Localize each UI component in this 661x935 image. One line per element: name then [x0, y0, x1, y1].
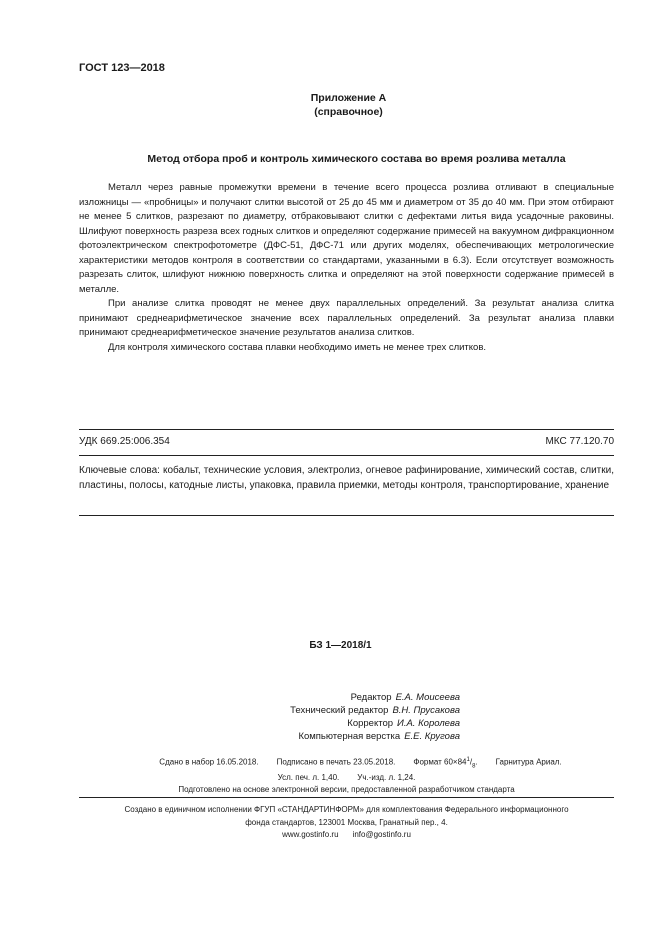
divider-top — [79, 429, 614, 430]
bz-number: БЗ 1—2018/1 — [309, 640, 372, 651]
publication-info — [79, 754, 614, 796]
credit-tech-editor: Технический редактор В.Н. Прусакова — [290, 705, 460, 716]
paragraph: При анализе слитка проводят не менее двух параллельных определений. За результат анализа слитка принимают среднеарифметическое значение всех параллельных определений. За результат анализа плавки принимают среднеарифметическое значение результатов анализа слитков. — [79, 298, 614, 338]
paragraph: Металл через равные промежутки времени в течение всего процесса розлива отливают в специальные изложницы — «пробницы» и получают слитки высотой от 25 до 45 мм и диаметром от 35 до 40 мм. При этом отбирают не менее 5 слитков, разрезают по диаметру, отбраковывают слитки с дефектами литья вида усадочные раковины. Шлифуют поверхность разреза всех годных слитков и определяют содержание примесей на вакуумном дифракционном фотоэлектрическом спектрофотометре (ДФС-51, ДФС-71 или других моделях, обеспечивающих метрологические характеристики методов контроля в соответствии со стандартами, указанными в 6.3). Если отсутствует возможность разрезать слиток, шлифуют нижнюю поверхность слитка и определяют на этой поверхности содержание примесей в металле. — [79, 182, 614, 295]
divider-bottom — [79, 515, 614, 516]
pubinfo-row: Сдано в набор 16.05.2018. Подписано в печать 23.05.2018. Формат $60\times 84^1/_8$. Гарнитура Ариал. — [159, 757, 562, 770]
email-link[interactable]: info@gostinfo.ru — [352, 830, 411, 839]
credit-layout: Компьютерная верстка Е.Е. Кругова — [298, 731, 460, 742]
udk-code: УДК 669.25:006.354 — [79, 436, 170, 447]
divider-footer — [79, 797, 614, 798]
credit-editor: Редактор Е.А. Моисеева — [350, 692, 460, 703]
pubinfo-prepared: Подготовлено на основе электронной версии, предоставленной разработчиком стандарта — [178, 785, 515, 795]
keywords: Ключевые слова: кобальт, технические условия, электролиз, огневое рафинирование, химический состав, слитки, пластины, полосы, катодные листы, упаковка, правила приемки, методы контроля, транспортирование, хранение — [79, 465, 614, 491]
paragraph: Для контроля химического состава плавки необходимо иметь не менее трех слитков. — [108, 341, 487, 353]
footer-contacts — [79, 829, 614, 842]
footer-line: Создано в единичном исполнении ФГУП «СТАНДАРТИНФОРМ» для комплектования Федерального информационного — [124, 805, 569, 814]
mks-code: МКС 77.120.70 — [545, 436, 614, 447]
body-text — [79, 181, 614, 355]
divider-middle — [79, 455, 614, 456]
section-title: Метод отбора проб и контроль химического состава во время розлива металла — [147, 153, 566, 165]
pubinfo-row: Усл. печ. л. 1,40. Уч.-изд. л. 1,24. — [277, 773, 416, 783]
document-header: ГОСТ 123—2018 — [79, 62, 165, 74]
website-link[interactable]: www.gostinfo.ru — [282, 830, 339, 839]
appendix-heading — [0, 91, 661, 119]
credit-proofreader: Корректор И.А. Королева — [347, 718, 460, 729]
publisher-footer — [79, 804, 614, 842]
appendix-title: Приложение А — [310, 92, 387, 104]
footer-line: фонда стандартов, 123001 Москва, Гранатный пер., 4. — [245, 817, 448, 827]
appendix-subtitle: (справочное) — [314, 106, 383, 118]
credits — [220, 691, 460, 743]
